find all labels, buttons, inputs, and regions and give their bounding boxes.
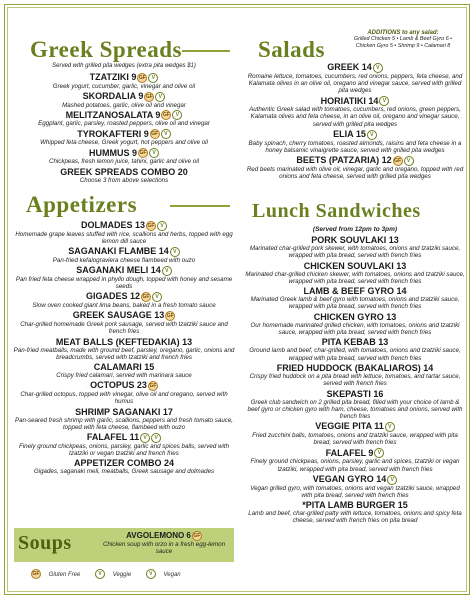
menu-item — [12, 362, 236, 379]
menu-item — [244, 62, 466, 95]
menu-item — [12, 129, 236, 147]
item-name: GREEK SAUSAGE 13 — [72, 310, 165, 321]
item-name: VEGAN GYRO 14 — [312, 473, 387, 484]
gluten-free-icon: GF — [142, 293, 150, 300]
item-desc: Marinated char-grilled chicken skewer, with tomatoes, onions and tzatziki sauce, wrapped with pita bread, served with french fries — [245, 270, 465, 285]
gluten-free-icon: GF — [147, 222, 155, 229]
item-name: MELITZANOSALATA 9 — [65, 109, 161, 120]
item-desc: Chickpeas, fresh lemon juice, tahini, garlic and olive oil — [49, 158, 199, 166]
item-desc: Baby spinach, cherry tomatoes, roasted almonds, raisins and feta cheese in a honey balsamic vinaigrette sauce, served with grilled pita wedges — [248, 139, 462, 154]
item-desc: Crispy fried calamari, served with marinara sauce — [56, 372, 192, 380]
veggie-icon: V — [379, 96, 389, 106]
vegan-icon: V — [152, 292, 162, 302]
veggie-icon: V — [161, 129, 171, 139]
menu-item — [12, 310, 236, 335]
item-name: HORIATIKI 14 — [320, 95, 379, 106]
vegan-icon: V — [374, 448, 384, 458]
diet-legend — [30, 569, 193, 579]
salads-heading: Salads — [258, 37, 325, 62]
additions-line-1: Grilled Chicken 5 • Lamb & Beef Gyro 6 • — [353, 36, 453, 42]
menu-item — [12, 167, 236, 184]
vegan-icon: V — [146, 569, 156, 579]
soups-heading: Soups — [18, 532, 72, 554]
legend-gluten-free: Gluten Free — [48, 571, 81, 578]
item-name: SKEPASTI 16 — [326, 388, 384, 399]
item-desc: Whipped feta cheese, Greek yogurt, hot peppers and olive oil — [40, 139, 208, 147]
item-name: FRIED HUDDOCK (BAKALIAROS) 14 — [276, 362, 434, 373]
item-desc: Marinated char-grilled pork skewer, with tomatoes, onions and tzatziki sauce, wrapped with pita bread, served with french fries — [249, 245, 461, 260]
item-desc: Romaine lettuce, tomatoes, cucumbers, red onions, peppers, feta cheese, and Kalamata olives in an olive oil, oregano and vinegar sauce, served with grilled pita wedges — [247, 72, 463, 95]
item-name: ELIA 15 — [333, 129, 366, 140]
item-name: CALAMARI 15 — [93, 362, 155, 373]
menu-item — [12, 110, 236, 128]
gluten-free-icon: GF — [32, 571, 40, 577]
item-name: GREEK SPREADS COMBO 20 — [60, 166, 188, 177]
item-name: SKORDALIA 9 — [82, 90, 144, 101]
greek-spreads-subtitle: Served with grilled pita wedges (extra pita wedges $1) — [52, 63, 196, 69]
item-desc: Pan-fried kefalograviera cheese flambeed with ouzo — [52, 256, 196, 264]
vine-decoration — [182, 50, 230, 52]
salad-additions — [344, 30, 462, 49]
appetizers-list — [12, 220, 236, 477]
gluten-free-icon: GF — [166, 312, 174, 319]
menu-item — [244, 129, 466, 154]
item-desc: Our homemade marinated grilled chicken, with tomatoes, onions and tzatziki sauce, wrapped with pita bread, served with french fries — [250, 321, 460, 337]
vegan-icon: V — [151, 433, 161, 443]
vegan-icon: V — [149, 148, 159, 158]
menu-item — [244, 96, 466, 129]
item-desc: Fried zucchini balls, tomatoes, onions and tzatziki sauce, wrapped with pita bread, served with french fries — [252, 432, 458, 447]
veggie-icon: V — [373, 63, 383, 73]
menu-item — [244, 448, 466, 473]
menu-item — [244, 421, 466, 446]
menu-item — [244, 235, 466, 260]
menu-item — [244, 389, 466, 421]
greek-spreads-list — [12, 72, 236, 185]
vegan-icon: V — [387, 475, 397, 485]
item-name: OCTOPUS 23 — [90, 380, 147, 391]
item-desc: Greek club sandwich on 2 grilled pita bread, filled with your choice of lamb & beef gyro or chicken gyro with ham, cheese, tomatoes and onions, served with french fries — [247, 398, 463, 421]
item-desc: Marinated Greek lamb & beef gyro with tomatoes, onions and tzatziki sauce, wrapped with pita bread, served with french fries — [250, 296, 460, 311]
item-desc: Ground lamb and beef, char-grilled, with tomatoes, onions and tzatziki sauce, wrapped with pita bread, served with french fries — [249, 347, 461, 362]
additions-line-2: Chicken Gyro 5 • Shrimp 9 • Calamari 8 — [355, 42, 451, 49]
legend-veggie: Veggie — [112, 571, 132, 578]
menu-item — [12, 72, 236, 90]
item-desc: Vegan grilled gyro, with tomatoes, onions and vegan tzatziki sauce, wrapped with pita bread, served with french fries — [250, 484, 460, 499]
item-name: CHICKEN GYRO 13 — [313, 311, 397, 322]
item-name: FALAFEL 11 — [86, 432, 140, 443]
menu-item — [12, 265, 236, 290]
item-name: SAGANAKI FLAMBE 14 — [68, 246, 169, 257]
menu-item — [12, 246, 236, 264]
veggie-icon: V — [170, 247, 180, 257]
menu-item — [12, 380, 236, 405]
item-name: BEETS (PATZARIA) 12 — [296, 155, 392, 166]
gluten-free-icon: GF — [193, 533, 201, 539]
vegan-icon: V — [155, 92, 165, 102]
gluten-free-icon: GF — [145, 93, 153, 100]
greek-spreads-heading: Greek Spreads — [30, 37, 182, 62]
lunch-sandwiches-heading: Lunch Sandwiches — [252, 200, 421, 222]
item-name: APPETIZER COMBO 24 — [73, 458, 174, 469]
veggie-icon: V — [367, 130, 377, 140]
item-desc: Authentic Greek salad with tomatoes, cucumbers, red onions, green peppers, Kalamata olives and feta cheese, in an olive oil, oregano and vinegar sauce, served with grilled pita wedges — [249, 106, 461, 128]
gluten-free-icon: GF — [394, 157, 402, 164]
item-name: DOLMADES 13 — [80, 220, 145, 230]
menu-item — [244, 286, 466, 311]
vine-decoration — [170, 205, 230, 207]
item-name: FALAFEL 9 — [325, 447, 374, 458]
item-desc: Homemade grape leaves stuffed with rice, scallions and herbs, topped with egg lemon dill sauce — [15, 230, 233, 245]
menu-item — [12, 458, 236, 475]
veggie-icon: V — [95, 569, 105, 579]
soup-desc: Chicken soup with orzo in a fresh egg-lemon sauce — [102, 541, 226, 556]
menu-item — [12, 91, 236, 109]
item-desc: Finely ground chickpeas, onions, parsley, garlic and spices, tzatziki or vegan tzatziki, wrapped with pita bread, served with french fries — [250, 458, 460, 473]
salads-list — [244, 62, 466, 181]
veggie-icon: V — [162, 266, 172, 276]
item-name: TYROKAFTERI 9 — [77, 128, 149, 139]
item-name: SHRIMP SAGANAKI 17 — [75, 406, 173, 417]
item-name: SAGANAKI MELI 14 — [76, 265, 161, 276]
item-name: CHICKEN SOUVLAKI 13 — [303, 260, 407, 271]
gluten-free-icon: GF — [162, 112, 170, 119]
item-desc: Gigades, saganaki meli, meatballs, Greek sausage and dolmades — [33, 468, 215, 476]
soup-name: AVGOLEMONO 6 — [126, 531, 191, 541]
item-desc: Greek yogurt, cucumber, garlic, vinegar and olive oil — [52, 82, 196, 90]
menu-item — [244, 337, 466, 362]
item-desc: Pan-fried meatballs, made with ground beef, parsley, oregano, garlic, onions and breadcrumbs, served with tzatziki and french fries — [13, 346, 235, 361]
item-desc: Finely ground chickpeas, onions, parsley, garlic and spices balls, served with tzatziki or vegan tzatziki and french fries — [18, 442, 230, 458]
item-name: PORK SOUVLAKI 13 — [311, 235, 399, 245]
veggie-icon: V — [385, 422, 395, 432]
veggie-icon: V — [140, 433, 150, 443]
menu-item — [12, 337, 236, 362]
item-name: TZATZIKI 9 — [89, 72, 137, 82]
item-name: PITA KEBAB 13 — [321, 337, 389, 348]
item-desc: Slow oven cooked giant lima beans, baked in a fresh tomato sauce — [32, 301, 216, 309]
item-desc: Choose 3 from above selections — [79, 176, 169, 184]
item-name: GIGADES 12 — [85, 291, 141, 302]
item-desc: Red beets marinated with olive oil, vinegar, garlic and oregano, topped with red onions and feta cheese, served with grilled pita wedges — [246, 165, 464, 181]
gluten-free-icon: GF — [149, 383, 157, 390]
item-name: LAMB & BEEF GYRO 14 — [303, 286, 407, 297]
item-desc: Char-grilled homemade Greek pork sausage, served with tzatziki sauce and french fries — [20, 320, 228, 336]
item-name: MEAT BALLS (KEFTEDAKIA) 13 — [55, 336, 193, 347]
item-name: VEGGIE PITA 11 — [315, 421, 384, 432]
lunch-list — [244, 235, 466, 526]
menu-item — [244, 363, 466, 388]
menu-item — [244, 312, 466, 337]
item-name: GREEK 14 — [327, 62, 372, 72]
menu-item — [12, 432, 236, 457]
item-desc: Eggplant, garlic, parsley, roasted peppers, olive oil and vinegar — [38, 120, 210, 128]
item-desc: Lamb and beef, char-grilled patty with lettuce, tomatoes, onions and spicy feta cheese, served with french fries on pita bread — [248, 510, 462, 525]
veggie-icon: V — [404, 156, 414, 166]
additions-title: ADDITIONS to any salad: — [367, 30, 439, 36]
lunch-subtitle: (Served from 12pm to 3pm) — [312, 226, 398, 233]
item-desc: Crispy fried huddock on a pita bread with lettuce, tomatoes, and tartar sauce, served with french fries — [249, 372, 461, 388]
gluten-free-icon: GF — [151, 131, 159, 138]
item-desc: Pan fried feta cheese wrapped in phyllo dough, topped with honey and sesame seeds — [15, 275, 233, 291]
veggie-icon: V — [157, 221, 167, 231]
veggie-icon: V — [148, 73, 158, 83]
gluten-free-icon: GF — [138, 74, 146, 81]
menu-item — [244, 500, 466, 525]
item-name: *PITA LAMB BURGER 15 — [302, 500, 408, 511]
menu-item — [12, 291, 236, 309]
soups-box — [14, 528, 234, 562]
item-desc: Pan-seared fresh shrimp with garlic, scallions, peppers and fresh tomato sauce, topped with feta cheese, flambeed with ouzo — [14, 416, 234, 431]
menu-item — [12, 220, 236, 245]
menu-item — [12, 148, 236, 166]
vegan-icon: V — [172, 110, 182, 120]
item-desc: Mashed potatoes, garlic, olive oil and vinegar — [62, 101, 186, 109]
menu-item — [244, 155, 466, 180]
item-desc: Char-grilled octopus, topped with vinegar, olive oil and oregano, served with humus — [20, 391, 228, 406]
menu-item — [12, 407, 236, 432]
appetizers-heading: Appetizers — [26, 192, 138, 217]
gluten-free-icon: GF — [139, 150, 147, 157]
item-name: HUMMUS 9 — [88, 147, 137, 158]
legend-vegan: Vegan — [163, 571, 181, 578]
menu-item — [244, 261, 466, 286]
menu-item — [244, 474, 466, 499]
